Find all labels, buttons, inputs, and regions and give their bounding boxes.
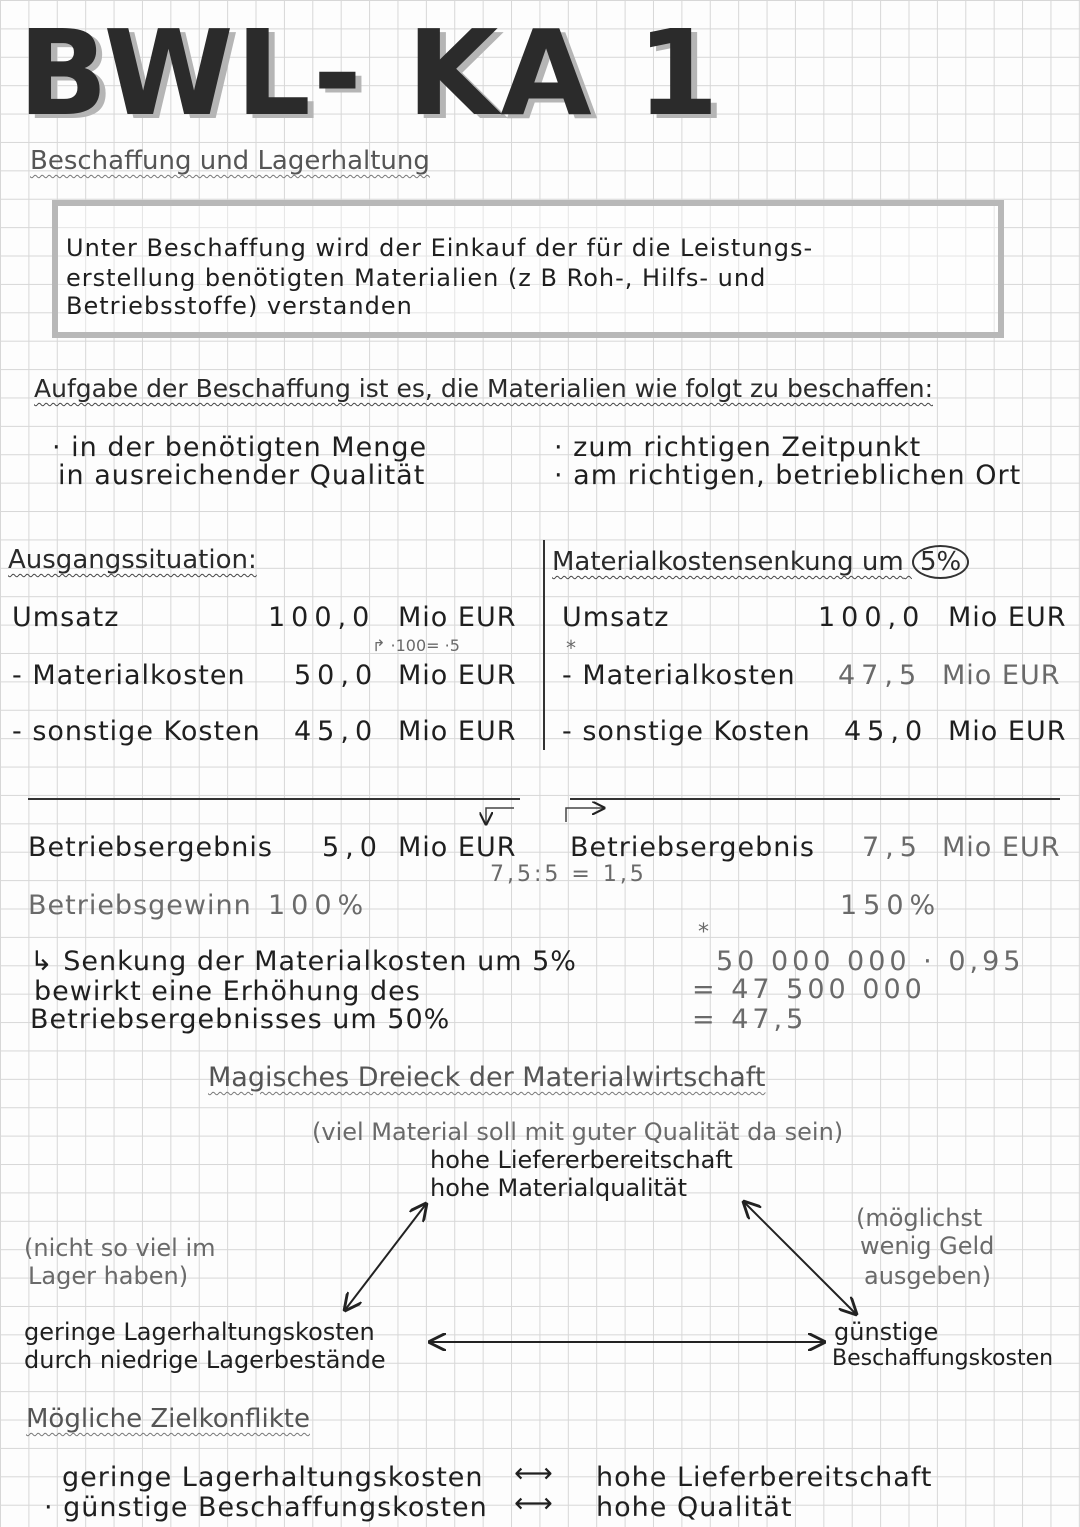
triangle-right-note-2: wenig Geld <box>860 1232 995 1260</box>
ausgang-label-material: - Materialkosten <box>12 660 246 691</box>
triangle-top-line-2: hohe Materialqualität <box>430 1174 688 1202</box>
ausgang-unit-sonstige: Mio EUR <box>398 716 517 747</box>
triangle-top-note: (viel Material soll mit guter Qualität da sein) <box>312 1118 844 1146</box>
arrow-result-right <box>566 808 604 822</box>
ausgang-label-sonstige: - sonstige Kosten <box>12 716 261 747</box>
ausgang-heading: Ausgangssituation: <box>8 545 257 575</box>
arrow-result-left <box>486 808 514 824</box>
ausgang-result-value: 5,0 <box>322 832 383 863</box>
gewinn-value-ausgang: 100% <box>268 890 370 921</box>
calc-right-line-1: 50 000 000 · 0,95 <box>716 946 1025 977</box>
triangle-left-line-1: geringe Lagerhaltungskosten <box>24 1318 375 1346</box>
definition-line-3: Betriebsstoffe) verstanden <box>66 292 413 320</box>
conflict-left-1: geringe Lagerhaltungskosten <box>62 1462 484 1493</box>
ausgang-unit-umsatz: Mio EUR <box>398 602 517 633</box>
senkung-value-material: 47,5 <box>838 660 923 691</box>
senkung-unit-sonstige: Mio EUR <box>948 716 1067 747</box>
task-right-1: · zum richtigen Zeitpunkt <box>554 432 922 463</box>
ausgang-result-label: Betriebsergebnis <box>28 832 273 863</box>
conflict-right-1: hohe Lieferbereitschaft <box>596 1462 933 1493</box>
ausgang-value-sonstige: 45,0 <box>294 716 379 747</box>
triangle-heading: Magisches Dreieck der Materialwirtschaft <box>208 1062 766 1093</box>
senkung-label-material: - Materialkosten <box>562 660 796 691</box>
ausgang-result-unit: Mio EUR <box>398 832 517 863</box>
conflict-arrow-1: ⟷ <box>514 1458 554 1489</box>
task-left-1: · in der benötigten Menge <box>52 432 428 463</box>
senkung-result-value: 7,5 <box>862 832 923 863</box>
calc-right-line-3: = 47,5 <box>692 1004 808 1035</box>
triangle-right-line-2: Beschaffungskosten <box>832 1346 1054 1371</box>
triangle-right-line-1: günstige <box>834 1318 939 1346</box>
triangle-top-line-1: hohe Liefererbereitschaft <box>430 1146 733 1174</box>
senkung-result-unit: Mio EUR <box>942 832 1061 863</box>
conflicts-heading: Mögliche Zielkonflikte <box>26 1404 310 1434</box>
calc-right-star: * <box>698 920 709 945</box>
ausgang-value-umsatz: 100,0 <box>268 602 376 633</box>
section-heading-beschaffung: Beschaffung und Lagerhaltung <box>30 146 430 176</box>
ausgang-calc-note: ↱ ·100= ·5 <box>372 636 460 655</box>
arrow-top-right <box>744 1202 856 1314</box>
senkung-unit-material: Mio EUR <box>942 660 1061 691</box>
arrow-left-top <box>345 1204 426 1310</box>
senkung-label-umsatz: Umsatz <box>562 602 670 633</box>
senkung-label-sonstige: - sonstige Kosten <box>562 716 811 747</box>
conclusion-line-3: Betriebsergebnisses um 50% <box>30 1004 451 1035</box>
ausgang-unit-material: Mio EUR <box>398 660 517 691</box>
calc-right-line-2: = 47 500 000 <box>692 974 926 1005</box>
senkung-unit-umsatz: Mio EUR <box>948 602 1067 633</box>
tasks-heading: Aufgabe der Beschaffung ist es, die Materialien wie folgt zu beschaffen: <box>34 374 933 403</box>
conclusion-line-2: bewirkt eine Erhöhung des <box>34 976 421 1007</box>
senkung-value-umsatz: 100,0 <box>818 602 926 633</box>
gewinn-label: Betriebsgewinn <box>28 890 252 921</box>
task-left-2: in ausreichender Qualität <box>58 460 426 491</box>
definition-line-1: Unter Beschaffung wird der Einkauf der für die Leistungs- <box>66 234 814 262</box>
triangle-left-note-1: (nicht so viel im <box>24 1234 216 1262</box>
gewinn-value-senkung: 150% <box>840 890 942 921</box>
triangle-left-line-2: durch niedrige Lagerbestände <box>24 1346 386 1374</box>
conflict-arrow-2: ⟷ <box>514 1488 554 1519</box>
senkung-result-label: Betriebsergebnis <box>570 832 815 863</box>
ausgang-label-umsatz: Umsatz <box>12 602 120 633</box>
ausgang-value-material: 50,0 <box>294 660 379 691</box>
triangle-left-note-2: Lager haben) <box>28 1262 189 1290</box>
definition-line-2: erstellung benötigten Materialien (z B Roh-, Hilfs- und <box>66 264 767 292</box>
senkung-star: * <box>566 636 576 660</box>
triangle-right-note-1: (möglichst <box>856 1204 983 1232</box>
calc-middle: 7,5:5 = 1,5 <box>490 862 647 887</box>
senkung-percent: 5% <box>912 545 969 579</box>
triangle-right-note-3: ausgeben) <box>864 1262 991 1290</box>
task-right-2: · am richtigen, betrieblichen Ort <box>554 460 1022 491</box>
senkung-heading-text: Materialkostensenkung um <box>552 547 904 577</box>
conclusion-line-1: ↳ Senkung der Materialkosten um 5% <box>30 946 577 977</box>
page-title: BWL- KA 1 <box>18 4 721 142</box>
senkung-value-sonstige: 45,0 <box>844 716 929 747</box>
conflict-left-2: · günstige Beschaffungskosten <box>44 1492 488 1523</box>
conflict-right-2: hohe Qualität <box>596 1492 793 1523</box>
